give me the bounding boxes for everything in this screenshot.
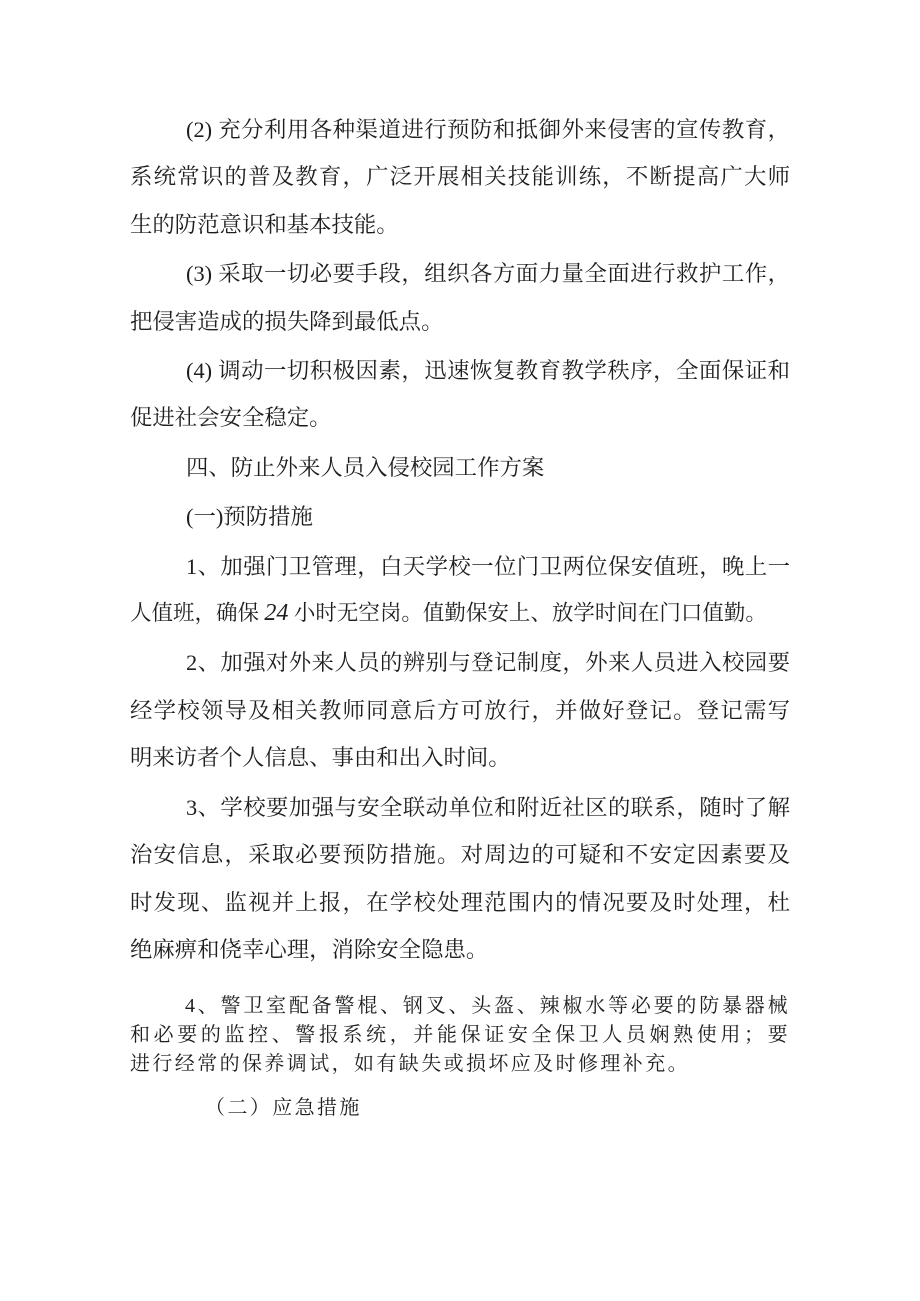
paragraph-item-2 [130,106,790,248]
doc-line: 2、加强对外来人员的辨别与登记制度，外来人员进入校园要 [186,650,790,676]
paragraph-measure-1 [130,543,790,638]
doc-line: (3) 采取一切必要手段，组织各方面力量全面进行救护工作， [186,261,790,287]
doc-line: 时发现、监视并上报，在学校处理范围内的情况要及时处理，杜 [130,889,790,915]
doc-line: 绝麻痹和侥幸心理，消除安全隐患。 [130,936,489,962]
doc-line: 进行经常的保养调试，如有缺失或损坏应及时修理补充。 [130,1053,690,1076]
doc-line: 生的防范意识和基本技能。 [130,211,399,237]
doc-line: 3、学校要加强与安全联动单位和附近社区的联系，随时了解 [186,794,790,820]
doc-text-segment: 人值班，确保 [130,601,265,626]
heading-line: （二）应急措施 [205,1097,362,1120]
heading-line: (一)预防措施 [186,504,313,530]
paragraph-measure-4-small [130,992,790,1079]
paragraph-measure-3 [130,784,790,974]
section-heading-4 [130,444,790,491]
doc-line: (4) 调动一切积极因素，迅速恢复教育教学秩序，全面保证和 [186,358,790,384]
doc-line: 4、警卫室配备警棍、钢叉、头盔、辣椒水等必要的防暴器械 [185,995,790,1018]
paragraph-item-4 [130,347,790,442]
doc-line: 把侵害造成的损失降到最低点。 [130,308,444,334]
doc-line: 和必要的监控、警报系统，并能保证安全保卫人员娴熟使用；要 [130,1024,790,1047]
doc-line: 促进社会安全稳定。 [130,405,332,431]
doc-line: 治安信息，采取必要预防措施。对周边的可疑和不安定因素要及 [130,842,790,868]
subsection-heading-1-prevention [130,493,790,540]
hours-24-italic: 24 [264,600,289,627]
subsection-heading-2-emergency [130,1094,790,1123]
doc-text-segment: 小时无空岗。值勤保安上、放学时间在门口值勤。 [288,601,767,626]
doc-line [130,590,790,637]
doc-line: 系统常识的普及教育，广泛开展相关技能训练，不断提高广大师 [130,164,790,190]
doc-line: 经学校领导及相关教师同意后方可放行，并做好登记。登记需写 [130,697,790,723]
paragraph-item-3 [130,250,790,345]
paragraph-measure-2 [130,639,790,781]
doc-line: (2) 充分利用各种渠道进行预防和抵御外来侵害的宣传教育， [186,117,790,142]
doc-line: 明来访者个人信息、事由和出入时间。 [130,745,511,771]
doc-line: 1、加强门卫管理，白天学校一位门卫两位保安值班，晚上一 [186,553,790,579]
heading-line: 四、防止外来人员入侵校园工作方案 [186,454,545,480]
